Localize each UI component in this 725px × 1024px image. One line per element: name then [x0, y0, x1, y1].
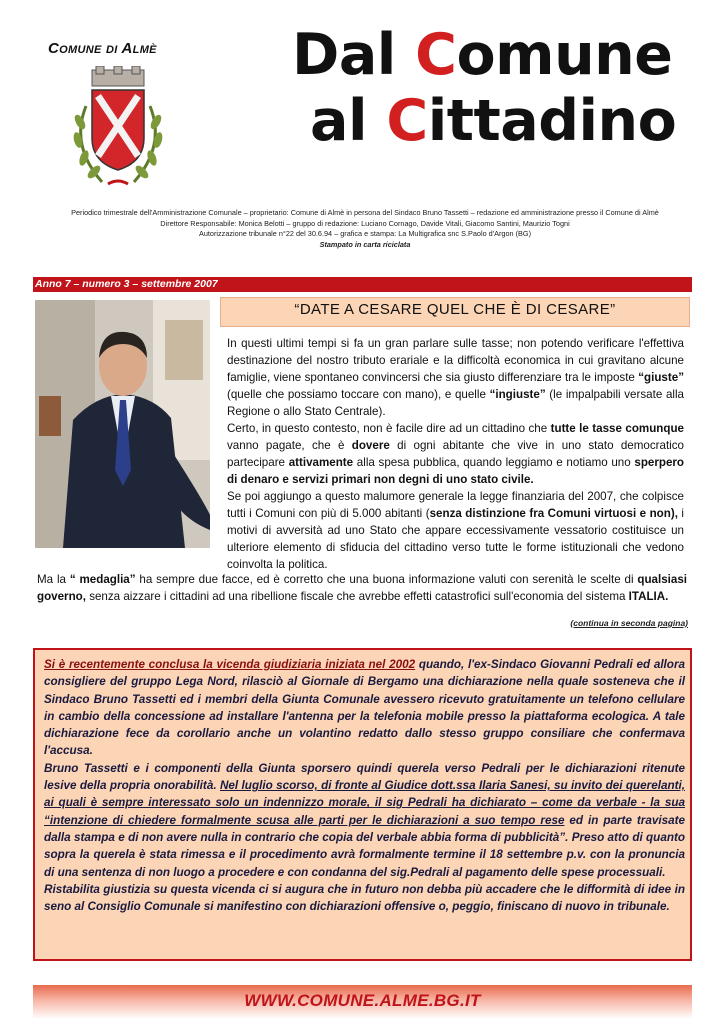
municipal-crest-emblem [62, 66, 174, 194]
article-body [227, 335, 684, 573]
article-paragraph-2: Certo, in questo contesto, non è facile dire ad un cittadino che tutte le tasse comunque vanno pagate, che è dovere di ogni abitante che vive in uno stato democratico partecipare attivamente alla spesa pubblica, quando leggiamo e notiamo uno sperpero di denaro e servizi primari non degni di uno stato civile. [227, 422, 684, 486]
continue-link[interactable]: (continua in seconda pagina) [570, 618, 688, 628]
newsletter-masthead: Dal Comune al Cittadino [292, 22, 677, 154]
notice-paragraph-3: Ristabilita giustizia su questa vicenda ci si augura che in futuro non debba più accadere che le difformità di idee in seno al Consiglio Comunale si manifestino con dichiarazioni offensive o, peggio, finiscano di nuovo in tribunale. [44, 882, 685, 914]
publication-imprint: Periodico trimestrale dell'Amministrazione Comunale – proprietario: Comune di Almè in persona del Sindaco Bruno Tassetti – redazione ed amministrazione presso il Comune di Almè Direttore Responsabile: Monica Belotti – gruppo di redazione: Luciano Cornago, Davide Vitali, Giacomo Santini, Maurizio Togni Autorizzazione tribunale n°22 del 30.6.94 – grafica e stampa: La Multigrafica snc S.Paolo d'Argon (BG) Stampato in carta riciclata [71, 208, 659, 249]
article-paragraph-4: Ma la “ medaglia” ha sempre due facce, ed è corretto che una buona informazione valuti con serenità le scelte di qualsiasi governo, senza aizzare i cittadini ad una ribellione fiscale che avrebbe effetti catastrofici sull'economia del sistema ITALIA. [37, 573, 688, 603]
notice-paragraph-2: Bruno Tassetti e i componenti della Giunta sporsero quindi querela verso Pedrali per le dichiarazioni ritenute lesive della propria onorabilità. Nel luglio scorso, di fronte al Giudice dott.ssa Ilaria Sanesi, su invito dei querelanti, ai quali è sempre interessato solo un indennizzo morale, il sig Pedrali ha dichiarato – come da verbale - la sua “intenzione di chiedere formalmente scusa alle parti per le dichiarazioni a suo tempo rese ed in parte travisate dalla stampa e di non avere nulla in contrario che copia del verbale abbia forma di pubblicità”. Preso atto di quanto sopra la querela è stata rimessa e il procedimento avrà formalmente termine il 18 settembre p.v. con la pronuncia di una sentenza di non luogo a procedere e con condanna del sig.Pedrali al pagamento delle spese processuali. [44, 761, 685, 879]
notice-text [44, 656, 685, 915]
municipality-name: Comune di Almè [48, 40, 157, 57]
mayor-portrait-photo [35, 300, 210, 548]
article-headline: “DATE A CESARE QUEL CHE È DI CESARE” [294, 301, 616, 318]
article-paragraph-3: Se poi aggiungo a questo malumore generale la legge finanziaria del 2007, che colpisce tutti i Comuni con più di 5.000 abitanti (senza distinzione fra Comuni virtuosi e non), i motivi di avversità ad uno Stato che appare eccessivamente vessatorio costituisce un ulteriore elemento di sfiducia del cittadino verso tutte le forme istituzionali che vedono coinvolta la politica. [227, 490, 685, 571]
issue-label: Anno 7 – numero 3 – settembre 2007 [35, 278, 218, 290]
article-paragraph-1: In questi ultimi tempi si fa un gran parlare sulle tasse; non potendo verificare l'effettiva destinazione del nostro tributo erariale e la difficoltà economica in cui gravitano alcune famiglie, viene spontaneo convincersi che sia giusto differenziare tra le imposte “giuste” (quelle che possiamo toccare con mano), e quelle “ingiuste” (le impalpabili versate alla Regione o allo Stato Centrale). [227, 337, 684, 418]
notice-paragraph-1: Si è recentemente conclusa la vicenda giudiziaria iniziata nel 2002 quando, l'ex-Sindaco Giovanni Pedrali ed allora consigliere del gruppo Lega Nord, rilasciò al Giornale di Bergamo una dichiarazione nella quale sosteneva che il Sindaco Bruno Tassetti ed i membri della Giunta Comunale avessero ricevuto gratuitamente un telefono cellulare in cambio della concessione ad installare l'antenna per la telefonia mobile presso la piattaforma ecologica. A tale dichiarazione fece da corollario anche un volantino redatto dallo stesso gruppo consiliare che confermava l'accusa. [44, 658, 685, 758]
website-link[interactable]: WWW.COMUNE.ALME.BG.IT [244, 991, 481, 1010]
